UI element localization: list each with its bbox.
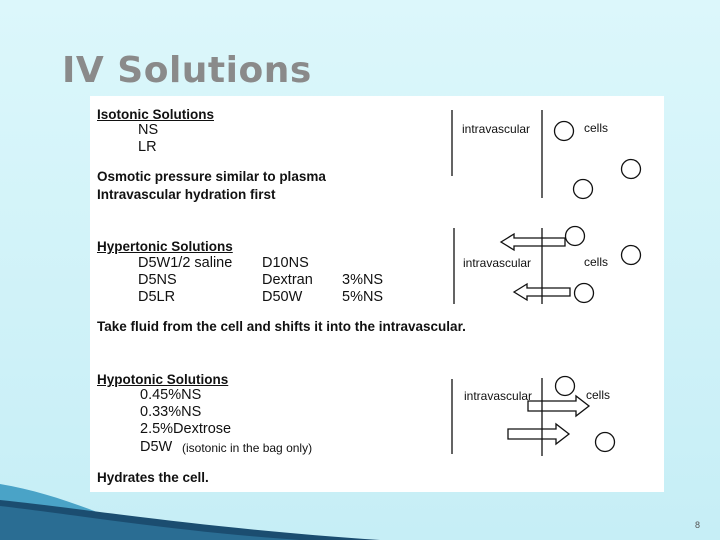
cell-circle [622, 160, 641, 179]
isotonic-statement: Intravascular hydration first [97, 187, 276, 202]
scanned-iv-solutions-chart [90, 96, 664, 492]
cell-circle [555, 122, 574, 141]
hypertonic-item: D5NS [138, 272, 177, 288]
hypertonic-statement: Take fluid from the cell and shifts it into the intravascular. [97, 319, 466, 334]
hypotonic-intravascular-label: intravascular [464, 389, 533, 403]
isotonic-item: LR [138, 139, 157, 155]
hypertonic-item: D10NS [262, 255, 309, 271]
hypertonic-item: D5W1/2 saline [138, 255, 233, 271]
hypertonic-item: D5LR [138, 289, 176, 305]
cell-circle [566, 227, 585, 246]
cell-circle [596, 433, 615, 452]
hypertonic-heading: Hypertonic Solutions [97, 239, 233, 254]
isotonic-cells-label: cells [584, 121, 609, 135]
cell-circle [556, 377, 575, 396]
hypotonic-heading: Hypotonic Solutions [97, 372, 229, 387]
cell-circle [622, 246, 641, 265]
arrow-into-cells [528, 396, 589, 416]
cell-circle [574, 180, 593, 199]
isotonic-statement: Osmotic pressure similar to plasma [97, 169, 326, 184]
isotonic-item: NS [138, 122, 159, 138]
hypotonic-item: 2.5%Dextrose [140, 421, 232, 437]
hypotonic-statement: Hydrates the cell. [97, 470, 209, 485]
hypotonic-item: 0.33%NS [140, 404, 202, 420]
arrow-to-intravascular [501, 234, 565, 250]
slide-title: IV Solutions [62, 50, 312, 91]
isotonic-heading: Isotonic Solutions [97, 107, 214, 122]
hypertonic-item: D50W [262, 289, 303, 305]
hypertonic-cells-label: cells [584, 255, 609, 269]
hypotonic-item: 0.45%NS [140, 387, 202, 403]
arrow-into-cells [508, 424, 569, 444]
osmosis-diagrams [90, 96, 664, 492]
hypertonic-item: 3%NS [342, 272, 384, 288]
page-number: 8 [694, 520, 700, 530]
hypertonic-item: Dextran [262, 272, 313, 288]
cell-circle [575, 284, 594, 303]
d5w-note: (isotonic in the bag only) [182, 441, 313, 455]
isotonic-intravascular-label: intravascular [462, 122, 531, 136]
hypertonic-intravascular-label: intravascular [463, 256, 532, 270]
decorative-swoosh [0, 480, 380, 540]
hypotonic-cells-label: cells [586, 388, 611, 402]
hypertonic-item: 5%NS [342, 289, 384, 305]
hypotonic-item: D5W [140, 439, 173, 455]
